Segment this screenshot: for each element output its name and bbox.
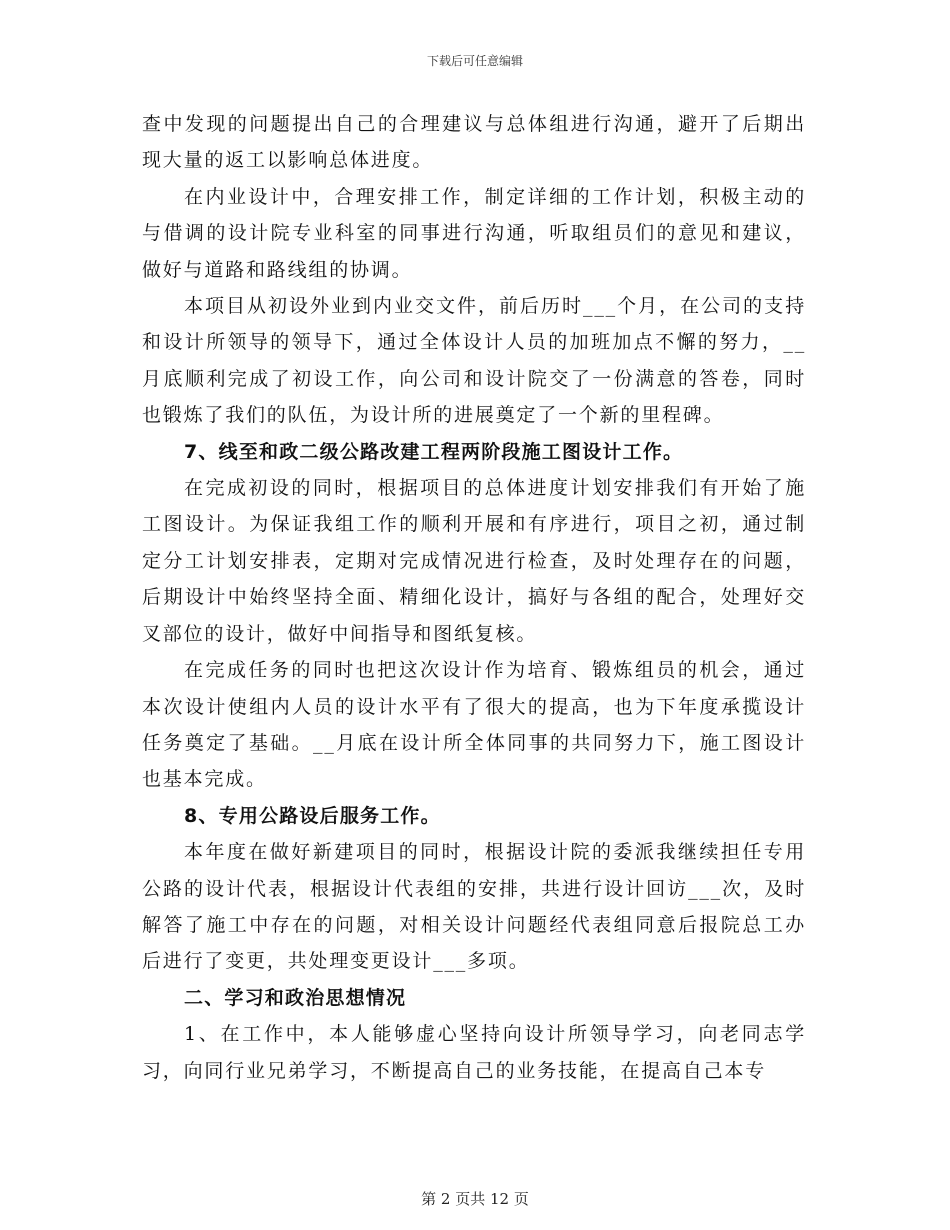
- page-header: 下载后可任意编辑: [426, 54, 523, 68]
- document-body: [142, 106, 806, 1089]
- paragraph-continued: 查中发现的问题提出自己的合理建议与总体组进行沟通，避开了后期出现大量的返工以影响总体进度。: [142, 113, 806, 172]
- paragraph-training: 在完成任务的同时也把这次设计作为培育、锻炼组员的机会，通过本次设计使组内人员的设计水平有了很大的提高，也为下年度承揽设计任务奠定了基础。__月底在设计所全体同事的共同努力下，施工图设计也基本完成。: [142, 659, 806, 791]
- paragraph-study: 1、在工作中，本人能够虚心坚持向设计所领导学习，向老同志学习，向同行业兄弟学习，不断提高自己的业务技能，在提高自己本专: [142, 1023, 806, 1082]
- paragraph-internal-design: 在内业设计中，合理安排工作，制定详细的工作计划，积极主动的与借调的设计院专业科室的同事进行沟通，听取组员们的意见和建议，做好与道路和路线组的协调。: [142, 185, 806, 281]
- heading-item-7: 7、线至和政二级公路改建工程两阶段施工图设计工作。: [184, 440, 684, 463]
- paragraph-project-timeline: 本项目从初设外业到内业交文件，前后历时___个月，在公司的支持和设计所领导的领导下，通过全体设计人员的加班加点不懈的努力，__月底顺利完成了初设工作，向公司和设计院交了一份满意的答卷，同时也锻炼了我们的队伍，为设计所的进展奠定了一个新的里程碑。: [142, 295, 806, 427]
- heading-section-2: 二、学习和政治思想情况: [184, 986, 407, 1009]
- paragraph-construction-design: 在完成初设的同时，根据项目的总体进度计划安排我们有开始了施工图设计。为保证我组工作的顺利开展和有序进行，项目之初，通过制定分工计划安排表，定期对完成情况进行检查，及时处理存在的问题，后期设计中始终坚持全面、精细化设计，搞好与各组的配合，处理好交叉部位的设计，做好中间指导和图纸复核。: [142, 477, 806, 645]
- page-footer: 第 2 页共 12 页: [421, 1190, 529, 1208]
- paragraph-after-service: 本年度在做好新建项目的同时，根据设计院的委派我继续担任专用公路的设计代表，根据设计代表组的安排，共进行设计回访___次，及时解答了施工中存在的问题，对相关设计问题经代表组同意后报院总工办后进行了变更，共处理变更设计___多项。: [142, 841, 806, 973]
- heading-item-8: 8、专用公路设后服务工作。: [184, 804, 441, 827]
